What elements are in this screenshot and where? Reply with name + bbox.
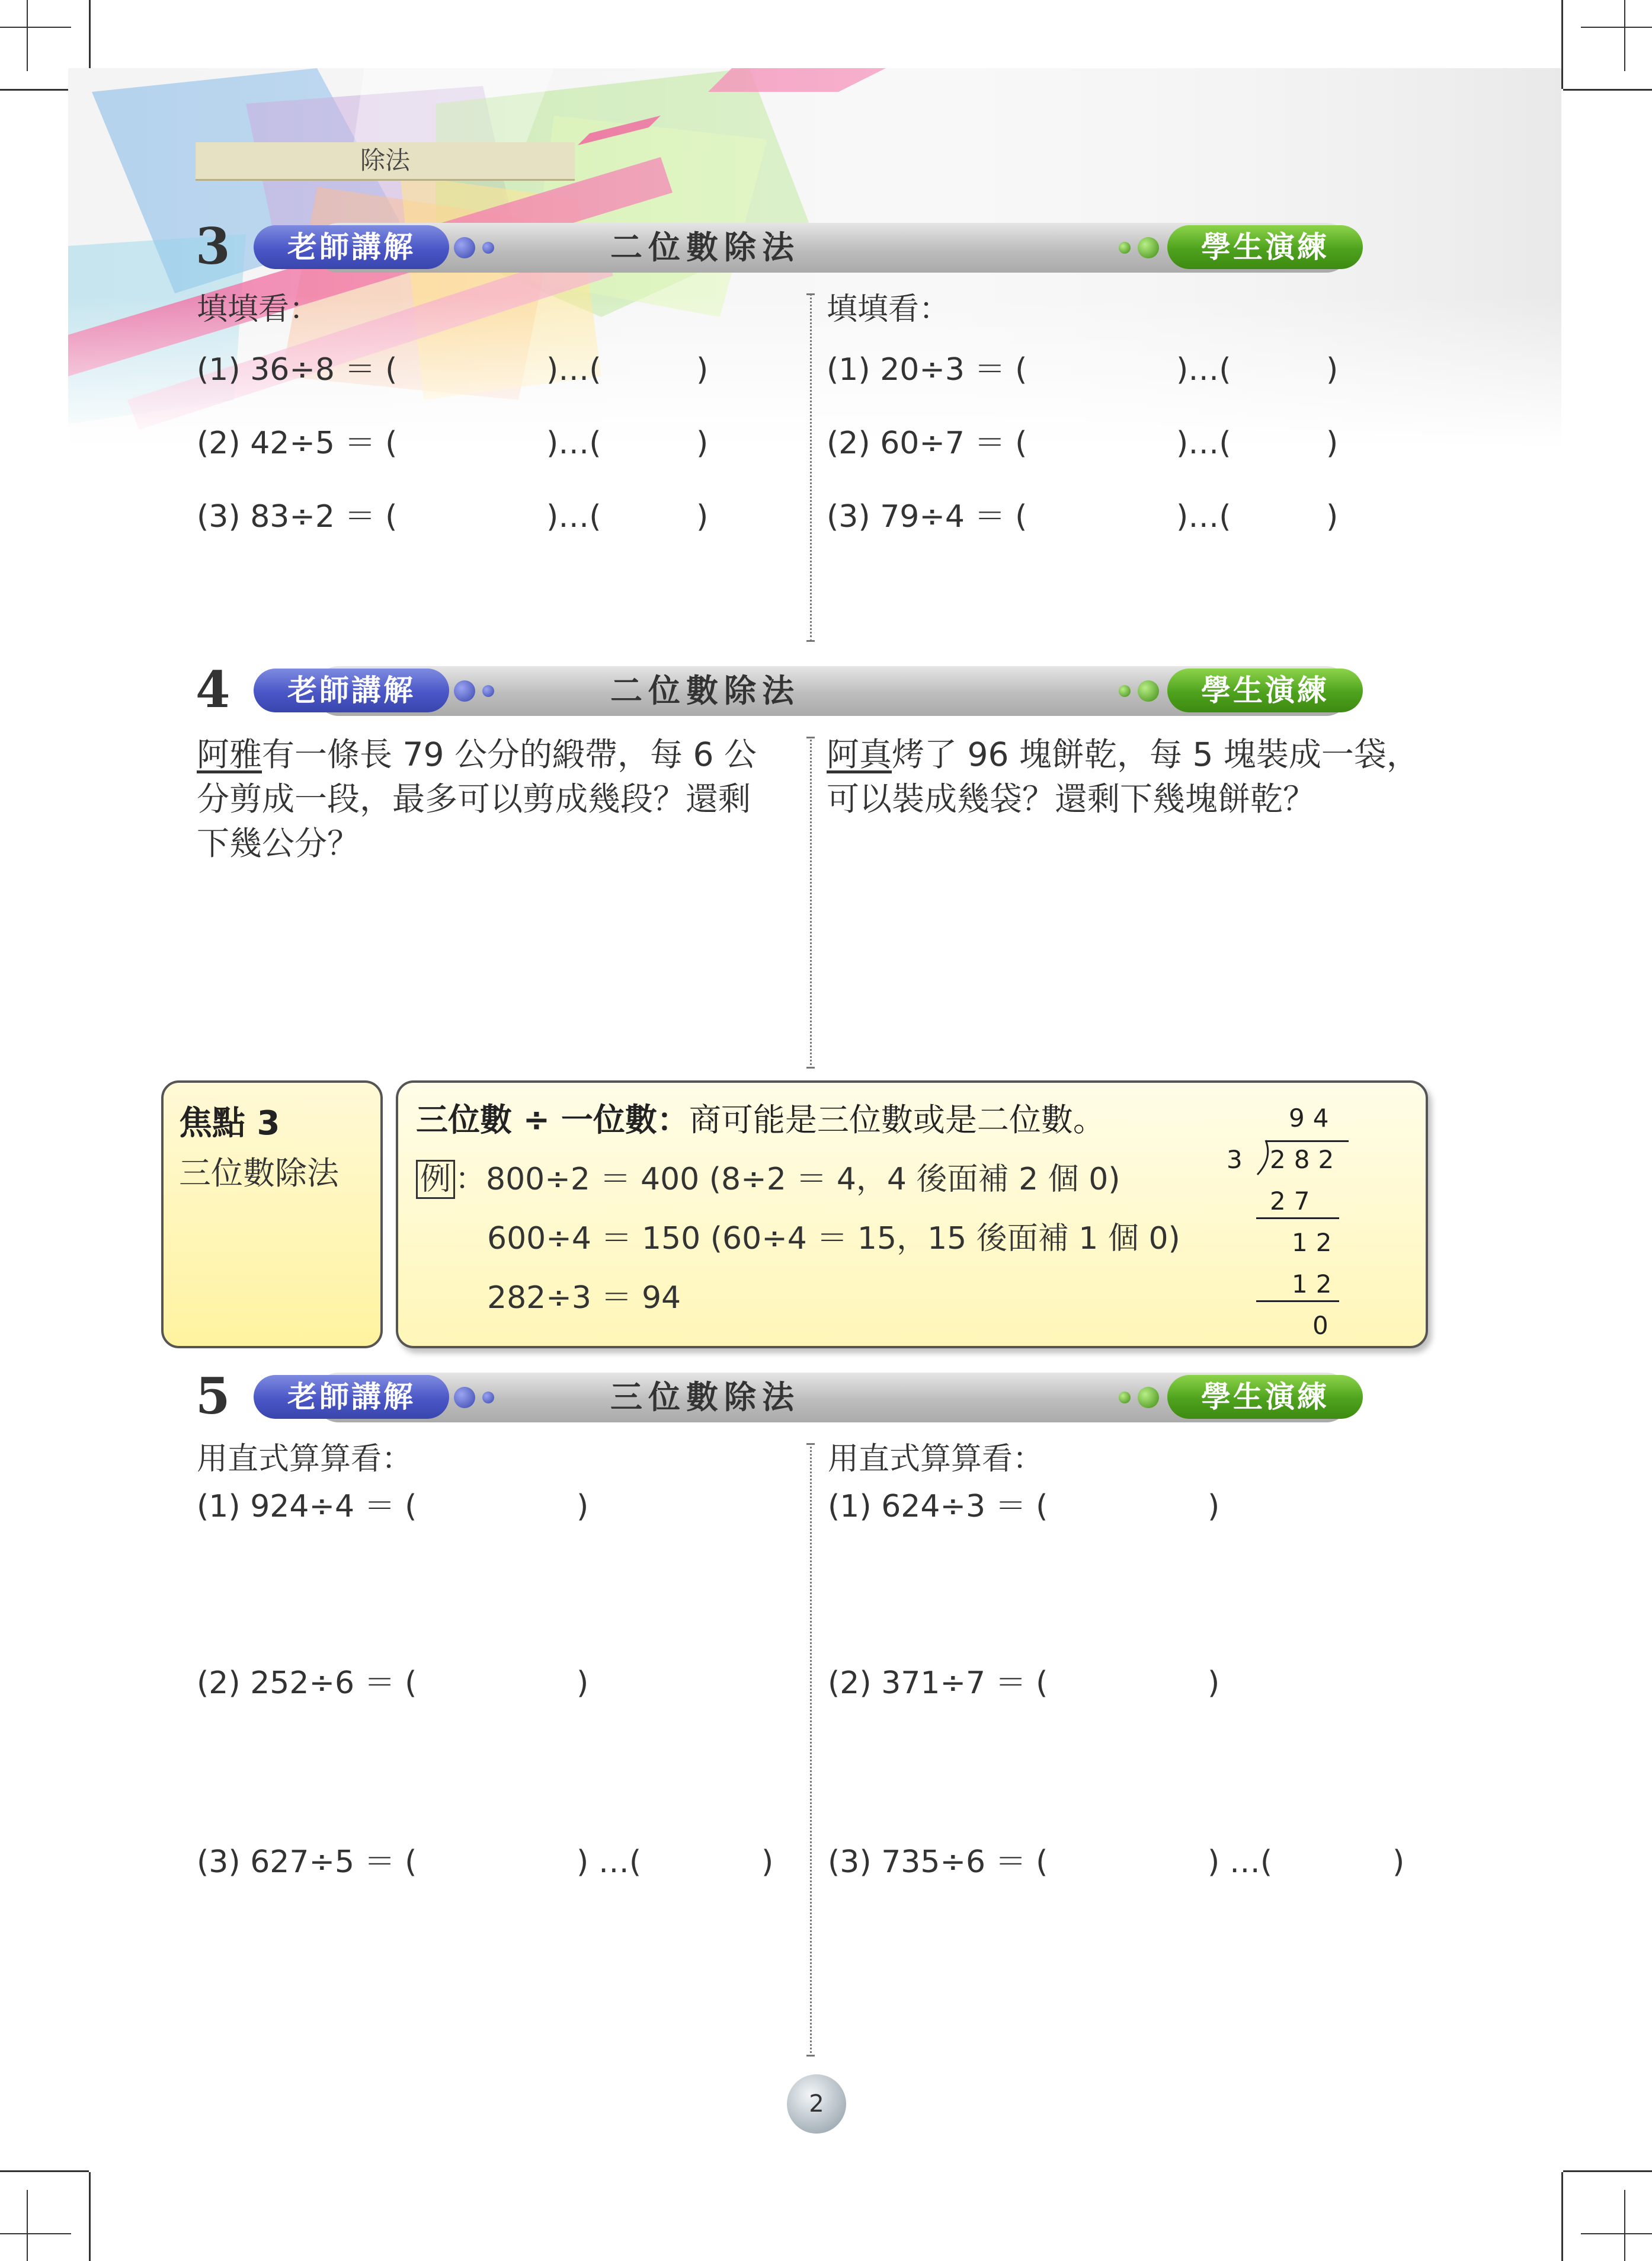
answer-close: ) xyxy=(1392,1844,1405,1880)
ld-line xyxy=(1256,1300,1339,1302)
problem-5-left-1: (1) 924÷4 ＝ ( xyxy=(197,1489,417,1524)
example-line-3: 282÷3 ＝ 94 xyxy=(487,1280,681,1316)
instruction: 填填看： xyxy=(197,292,321,327)
focus-subtitle: 三位數除法 xyxy=(179,1155,339,1192)
section-5-header xyxy=(196,1369,1381,1426)
section-4-header xyxy=(196,660,1381,719)
ld-line xyxy=(1256,1217,1339,1219)
section-number: 3 xyxy=(196,217,230,276)
answer-close: ) xyxy=(761,1844,774,1880)
problem-3-left-1: (1) 36÷8 ＝ ( xyxy=(197,352,398,388)
focus-title: 焦點 3 xyxy=(179,1104,280,1143)
column-divider xyxy=(810,737,812,1069)
example-line-2: 600÷4 ＝ 150 (60÷4 ＝ 15，15 後面補 1 個 0) xyxy=(487,1221,1180,1256)
ld-remainder: 0 xyxy=(1312,1311,1337,1340)
answer-close: ) xyxy=(696,499,709,535)
ld-dividend: 282 xyxy=(1270,1145,1343,1174)
section-number: 4 xyxy=(196,660,230,719)
green-dot-icon xyxy=(1138,1387,1159,1408)
answer-separator: )…( xyxy=(546,352,601,388)
answer-separator: ) …( xyxy=(577,1844,642,1880)
green-dot-icon xyxy=(1119,685,1131,697)
instruction: 用直式算算看： xyxy=(828,1441,1044,1477)
word-problem-right xyxy=(827,733,1455,821)
ld-bracket xyxy=(1255,1139,1270,1176)
chapter-tab: 除法 xyxy=(196,142,575,181)
focus-heading xyxy=(416,1095,1105,1140)
problem-3-right-2: (2) 60÷7 ＝ ( xyxy=(827,426,1027,461)
answer-separator: )…( xyxy=(1176,352,1231,388)
teacher-explain-badge: 老師講解 xyxy=(254,669,449,712)
section-3-header xyxy=(196,219,1381,276)
ld-vinculum xyxy=(1266,1140,1349,1142)
problem-line: 下幾公分？ xyxy=(197,824,360,862)
focus-heading-text: 商可能是三位數或是二位數。 xyxy=(689,1101,1105,1139)
answer-close: ) xyxy=(577,1489,589,1524)
green-dot-icon xyxy=(1138,680,1159,702)
problem-3-left-2: (2) 42÷5 ＝ ( xyxy=(197,426,398,461)
answer-close: ) xyxy=(1208,1489,1220,1524)
answer-close: ) xyxy=(1208,1665,1220,1701)
ld-step2: 12 xyxy=(1292,1269,1340,1299)
problem-3-right-1: (1) 20÷3 ＝ ( xyxy=(827,352,1027,388)
problem-5-right-2: (2) 371÷7 ＝ ( xyxy=(828,1665,1048,1701)
word-problem-left xyxy=(197,733,801,866)
answer-separator: ) …( xyxy=(1208,1844,1273,1880)
section-title: 二位數除法 xyxy=(610,672,800,709)
answer-close: ) xyxy=(1326,352,1339,388)
problem-line: 可以裝成幾袋？還剩下幾塊餅乾？ xyxy=(827,780,1316,818)
person-name: 阿真 xyxy=(827,735,892,773)
answer-separator: )…( xyxy=(1176,426,1231,461)
person-name: 阿雅 xyxy=(197,735,262,773)
column-divider xyxy=(810,293,812,642)
problem-3-left-3: (3) 83÷2 ＝ ( xyxy=(197,499,398,535)
example-tag: 例 xyxy=(416,1160,455,1199)
problem-line: 分剪成一段，最多可以剪成幾段？還剩 xyxy=(197,780,751,818)
answer-close: ) xyxy=(1326,499,1339,535)
teacher-explain-badge: 老師講解 xyxy=(254,225,449,269)
student-practice-badge: 學生演練 xyxy=(1167,225,1363,269)
ld-remainder-1: 12 xyxy=(1292,1228,1340,1257)
answer-close: ) xyxy=(1326,426,1339,461)
ld-step1: 27 xyxy=(1270,1187,1318,1216)
column-divider xyxy=(810,1443,812,2057)
green-dot-icon xyxy=(1138,237,1159,258)
answer-close: ) xyxy=(696,352,709,388)
instruction: 用直式算算看： xyxy=(197,1441,413,1477)
problem-3-right-3: (3) 79÷4 ＝ ( xyxy=(827,499,1027,535)
answer-separator: )…( xyxy=(1176,499,1231,535)
problem-line: 烤了 96 塊餅乾，每 5 塊裝成一袋， xyxy=(892,735,1419,773)
student-practice-badge: 學生演練 xyxy=(1167,669,1363,712)
focus-heading-bold: 三位數 ÷ 一位數： xyxy=(416,1101,689,1139)
answer-close: ) xyxy=(577,1665,589,1701)
problem-line: 有一條長 79 公分的緞帶，每 6 公 xyxy=(262,735,757,773)
problem-5-right-3: (3) 735÷6 ＝ ( xyxy=(828,1844,1048,1880)
problem-5-left-2: (2) 252÷6 ＝ ( xyxy=(197,1665,417,1701)
page-number: 2 xyxy=(787,2074,846,2134)
section-number: 5 xyxy=(196,1367,230,1425)
answer-close: ) xyxy=(696,426,709,461)
section-title: 三位數除法 xyxy=(610,1379,800,1416)
teacher-explain-badge: 老師講解 xyxy=(254,1375,449,1419)
ld-divisor: 3 xyxy=(1227,1145,1251,1174)
focus-label-box xyxy=(161,1080,383,1348)
problem-5-left-3: (3) 627÷5 ＝ ( xyxy=(197,1844,417,1880)
student-practice-badge: 學生演練 xyxy=(1167,1375,1363,1419)
answer-separator: )…( xyxy=(546,426,601,461)
example-line-1: 例 ：800÷2 ＝ 400 (8÷2 ＝ 4，4 後面補 2 個 0) xyxy=(416,1154,1120,1198)
instruction: 填填看： xyxy=(827,292,950,327)
green-dot-icon xyxy=(1119,242,1131,254)
green-dot-icon xyxy=(1119,1392,1131,1403)
problem-5-right-1: (1) 624÷3 ＝ ( xyxy=(828,1489,1048,1524)
ld-quotient: 94 xyxy=(1289,1104,1337,1133)
section-title: 二位數除法 xyxy=(610,229,800,266)
answer-separator: )…( xyxy=(546,499,601,535)
